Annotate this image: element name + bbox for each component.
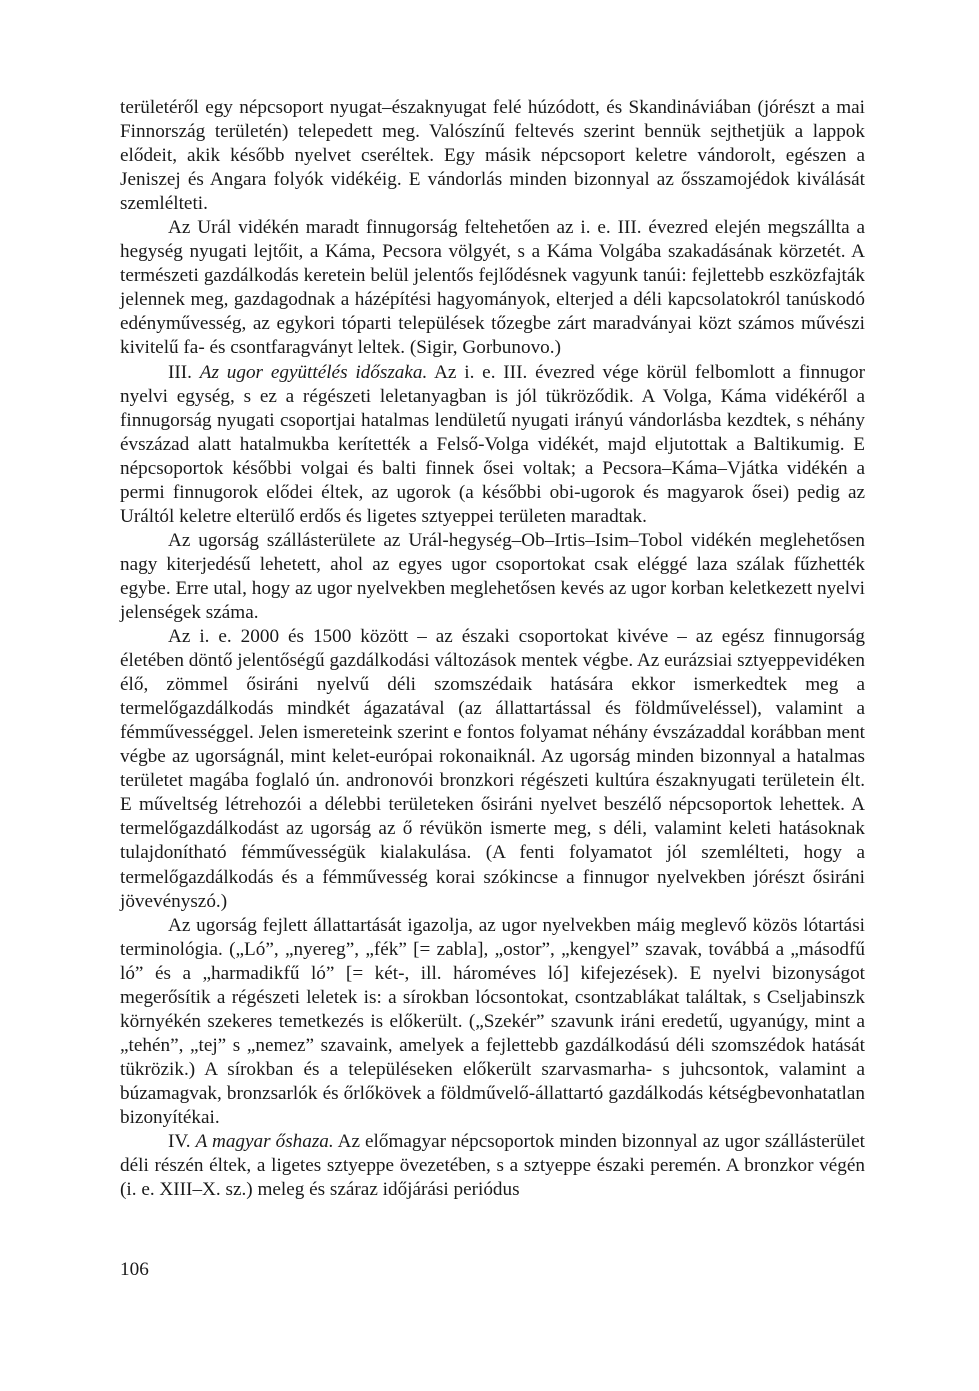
paragraph-text: Az i. e. 2000 és 1500 között – az északi csoportokat kivéve – az egész finnugorság életében döntő jelentőségű gazdálkodási változások mentek végbe. Az eurázsiai sztyeppevidéken élő, zömmel ősiráni nyelvű déli szomszédaik hatására ekkor ismerkedtek meg a termelőgazdálkodás mindkét ágazatával (az állattartással és földműveléssel), valamint a fémművességgel. Jelen ismereteink szerint e fontos folyamat néhány évszázaddal korábban ment végbe az ugorságnál, mint kelet-európai rokonaiknál. Az ugorság minden bizonnyal a hatalmas területet magába foglaló ún. andronovói bronzkori régészeti kultúra északnyugati területein élt. E műveltség létrehozói a délebbi területeken ősiráni nyelvet beszélő népcsoportok lehettek. A termelőgazdálkodást az ugorság az ő révükön ismerte meg, s déli, valamint keleti hatásoknak tulajdonítható fémművességük kialakulása. (A fenti folyamatot jól szemlélteti, hogy a termelőgazdálkodás és a fémművesség korai szókincse a finnugor nyelvekben jórészt ősiráni jövevényszó.) [120,626,865,912]
section-paragraph-iii [120,361,865,529]
section-title: Az ugor együttélés időszaka. [199,361,428,383]
paragraph [120,625,865,914]
paragraph-text: Az ugorság szállásterülete az Urál-hegység–Ob–Irtis–Isim–Tobol vidékén meglehetősen nagy kiterjedésű lehetett, ahol az egyes ugor csoportokat csak eléggé laza szálak fűzhették egybe. Erre utal, hogy az ugor nyelvekben meglehetősen kevés az ugor korban keletkezett nyelvi jelenségek száma. [120,529,865,623]
paragraph-text: Az ugorság fejlett állattartását igazolja, az ugor nyelvekben máig meglevő közös lótartási terminológia. („Ló”, „nyereg”, „fék” [= zabla], „ostor”, „kengyel” szavak, továbbá a „másodfű ló” és a „harmadikfű ló” [= két-, ill. hároméves ló] kifejezések). E nyelvi bizonyságot megerősítik a régészeti leletek is: a sírokban lócsontokat, csontzablákat találtak, s Cseljabinszk környékén szekeres temetkezés is előkerült. („Szekér” szavunk iráni eredetű, ugyanúgy, mint a „tehén”, „tej” s „nemez” szavaink, amelyek a fejlettebb gazdálkodású déli szomszédok hatását tükrözik.) A sírokban és a településeken előkerült szarvasmarha- s juhcsontok, valamint a búzamagvak, bronzsarlók és őrlőkövek a földművelő-állattartó gazdálkodás kétségbevonhatatlan bizonyítékai. [120,914,865,1128]
paragraph-text: Az Urál vidékén maradt finnugorság feltehetően az i. e. III. évezred elején megszállta a hegység nyugati lejtőit, a Káma, Pecsora völgyét, s a Káma Volgába szakadásának körzetét. A természeti gazdálkodás keretein belül jelentős fejlődésnek vagyunk tanúi: fejlettebb eszközfajták jelennek meg, gazdagodnak a házépítési hagyományok, elterjed a déli kapcsolatokról tanúskodó edényművesség, az egykori tóparti települések tőzegbe zárt maradványai közt számos művészi kivitelű fa- és csontfaragványt leltek. (Sigir, Gorbunovo.) [120,217,865,359]
section-number: III. [168,361,192,383]
section-paragraph-iv [120,1130,865,1202]
section-number: IV. [168,1131,191,1153]
paragraph [120,529,865,625]
page-body-text [120,96,865,1202]
section-title: A magyar őshaza. [195,1131,334,1153]
paragraph-continued [120,96,865,216]
paragraph-text: területéről egy népcsoport nyugat–északnyugat felé húzódott, és Skandináviában (jórészt a mai Finnország területén) telepedett meg. Valószínű feltevés szerint bennük sejthetjük a lappok elődeit, akik később nyelvet cseréltek. Egy másik népcsoport keletre vándorolt, egészen a Jeniszej és Angara folyók vidékéig. E vándorlás minden bizonnyal az ősszamojédok kiválását szemlélteti. [120,97,865,215]
paragraph [120,216,865,360]
paragraph-text: Az i. e. III. évezred vége körül felbomlott a finnugor nyelvi egység, s ez a régészeti leletanyagban is jól tükröződik. A Volga, Káma vidékéről a finnugorság nyugati csoportjai hatalmas lendületű nyugati irányú vándorlásba kezdtek, s néhány évszázad alatt hatalmukba kerítették a Felső-Volga vidékét, majd eljutottak a Baltikumig. E népcsoportok későbbi volgai és balti finnek ősei voltak; a Pecsora–Káma–Vjátka vidékén a permi finnugorok elődei éltek, az ugorok (a későbbi obi-ugorok és magyarok ősei) pedig az Uráltól keletre elterülő erdős és ligetes sztyeppei területen maradtak. [120,361,865,527]
page-number: 106 [120,1259,149,1280]
paragraph-text: Az előmagyar népcsoportok minden bizonnyal az ugor szállásterület déli részén éltek, a ligetes sztyeppe övezetében, s a sztyeppe északi peremén. A bronzkor végén (i. e. XIII–X. sz.) meleg és száraz időjárási periódus [120,1131,865,1201]
paragraph [120,914,865,1130]
